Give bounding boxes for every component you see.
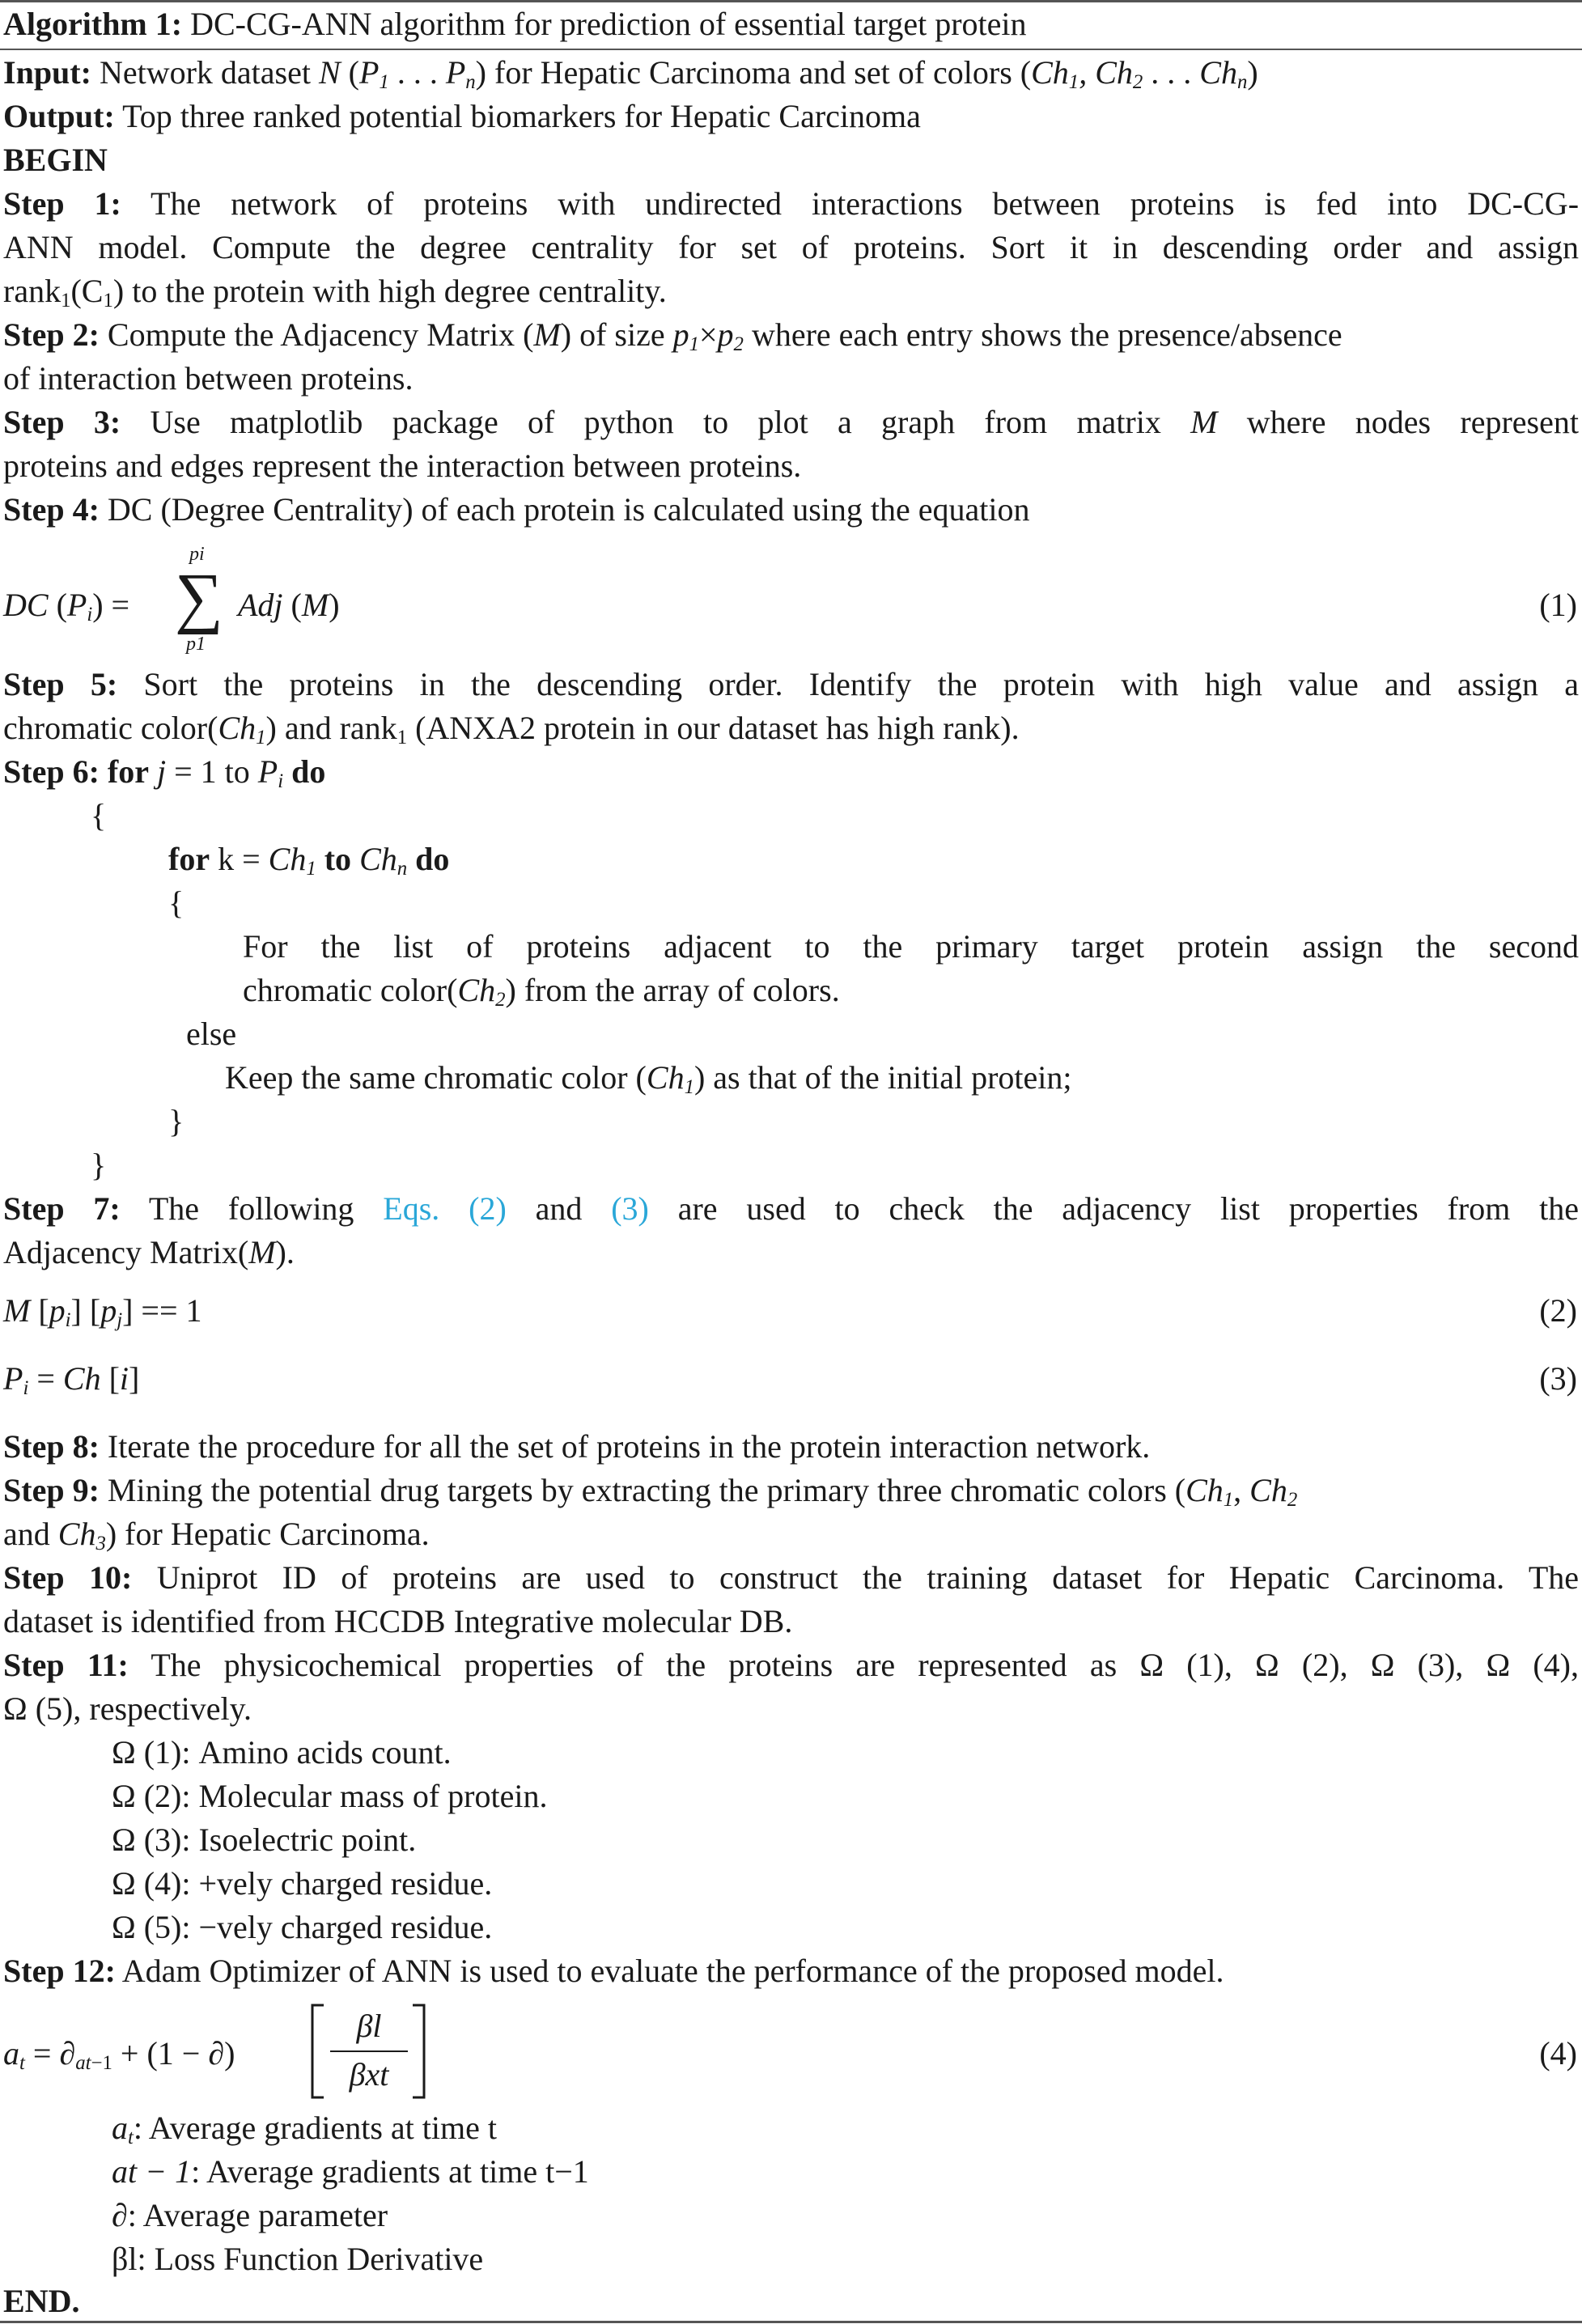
inner-brace-open: { bbox=[168, 884, 184, 921]
equation-1: DC $(P_i)$ = pi ∑ p1 Adj (M) (1) bbox=[3, 544, 1577, 655]
step-3: Step 3: Use matplotlib package of python to plot a graph from matrix M where nodes represent bbox=[3, 404, 1579, 440]
inner-body-cont: chromatic $color(Ch_2)$ from the array of colors. bbox=[243, 972, 840, 1011]
step-2: Step 2: Compute the Adjacency Matrix (M) of size $p_1\times p_2$ where each entry shows the presence/absence bbox=[3, 316, 1342, 356]
def-at-minus-1: at − 1: Average gradients at time t−1 bbox=[112, 2153, 589, 2190]
step-4: Step 4: DC (Degree Centrality) of each protein is calculated using the equation bbox=[3, 491, 1030, 528]
equation-2-number: (2) bbox=[1539, 1292, 1577, 1329]
outer-brace-close: } bbox=[91, 1147, 107, 1183]
inner-for: for $k = Ch_1$ to $Ch_n$ do bbox=[168, 841, 450, 880]
right-bracket bbox=[409, 2004, 427, 2099]
eq3-link[interactable]: (3) bbox=[611, 1190, 649, 1227]
step-3-cont: proteins and edges represent the interaction between proteins. bbox=[3, 447, 802, 484]
output-line: Output: Top three ranked potential biomarkers for Hepatic Carcinoma bbox=[3, 98, 921, 134]
algorithm-title: Algorithm 1: DC-CG-ANN algorithm for prediction of essential target protein bbox=[3, 6, 1027, 42]
begin-keyword: BEGIN bbox=[3, 142, 108, 178]
omega-item: Ω (5): −vely charged residue. bbox=[112, 1909, 493, 1945]
def-beta: βl: Loss Function Derivative bbox=[112, 2241, 484, 2277]
step-6: Step 6: for j = 1 to $P_i$ do bbox=[3, 753, 326, 793]
step-9: Step 9: Mining the potential drug targets by extracting the primary three chromatic colors ($Ch_1$, $Ch_2$ bbox=[3, 1472, 1298, 1512]
input-line: Input: Network dataset N ($P_1$ . . . $P_n$) for Hepatic Carcinoma and set of colors ($Ch_1$, $Ch_2$ . . . $Ch_n$) bbox=[3, 54, 1258, 94]
step-2-cont: of interaction between proteins. bbox=[3, 360, 414, 397]
left-bracket bbox=[309, 2004, 327, 2099]
step-11-cont: Ω (5), respectively. bbox=[3, 1690, 252, 1727]
end-keyword: END. bbox=[3, 2283, 80, 2319]
title-rule bbox=[0, 49, 1582, 50]
step-1: Step 1: The network of proteins with undirected interactions between proteins is fed into DC-CG- bbox=[3, 185, 1580, 222]
equation-4: $a_t = \partial_{at-1} + (1$ − ∂) βl βxt (4) bbox=[3, 2004, 1579, 2101]
else-keyword: else bbox=[186, 1016, 237, 1052]
step-7-cont: Adjacency Matrix(M). bbox=[3, 1234, 295, 1270]
def-at: $a_t$: Average gradients at time t bbox=[112, 2110, 497, 2149]
step-10-cont: dataset is identified from HCCDB Integrative molecular DB. bbox=[3, 1603, 793, 1639]
step-5-cont: chromatic $color(Ch_1)$ and rank$_1$ (ANXA2 protein in our dataset has high rank). bbox=[3, 710, 1020, 749]
omega-item: Ω (4): +vely charged residue. bbox=[112, 1865, 493, 1902]
step-8: Step 8: Iterate the procedure for all the set of proteins in the protein interaction network. bbox=[3, 1428, 1151, 1465]
step-11: Step 11: The physicochemical properties of the proteins are represented as Ω (1), Ω (2), Ω (3), Ω (4), bbox=[3, 1647, 1579, 1683]
omega-item: Ω (1): Amino acids count. bbox=[112, 1734, 452, 1771]
omega-item: Ω (2): Molecular mass of protein. bbox=[112, 1778, 548, 1814]
inner-brace-close: } bbox=[168, 1103, 184, 1139]
step-9-cont: and $Ch_3$) for Hepatic Carcinoma. bbox=[3, 1516, 430, 1555]
step-1-cont: ANN model. Compute the degree centrality for set of proteins. Sort it in descending order and assign bbox=[3, 229, 1579, 265]
top-rule bbox=[0, 0, 1582, 2]
step-7: Step 7: The following Eqs. (2) and (3) are used to check the adjacency list properties from the bbox=[3, 1190, 1580, 1227]
def-partial: ∂: Average parameter bbox=[112, 2197, 388, 2233]
step-12: Step 12: Adam Optimizer of ANN is used to evaluate the performance of the proposed model. bbox=[3, 1953, 1224, 1989]
else-body: Keep the same chromatic color $(Ch_1)$ as that of the initial protein; bbox=[225, 1059, 1072, 1099]
step-1-cont2: $rank_1(C_1)$ to the protein with high degree centrality. bbox=[3, 273, 667, 312]
inner-body: For the list of proteins adjacent to the primary target protein assign the second bbox=[243, 928, 1579, 965]
equation-3-number: (3) bbox=[1539, 1360, 1577, 1397]
omega-item: Ω (3): Isoelectric point. bbox=[112, 1821, 417, 1858]
eq2-link[interactable]: Eqs. (2) bbox=[383, 1190, 507, 1227]
equation-2: M $[p_i] [p_j] == 1$ bbox=[3, 1292, 202, 1332]
bottom-rule bbox=[0, 2321, 1582, 2323]
outer-brace-open: { bbox=[91, 797, 107, 833]
step-10: Step 10: Uniprot ID of proteins are used to construct the training dataset for Hepatic Carcinoma. The bbox=[3, 1559, 1580, 1596]
equation-3: $P_i = Ch$ [i] bbox=[3, 1360, 140, 1400]
step-5: Step 5: Sort the proteins in the descending order. Identify the protein with high value and assign a bbox=[3, 666, 1580, 702]
